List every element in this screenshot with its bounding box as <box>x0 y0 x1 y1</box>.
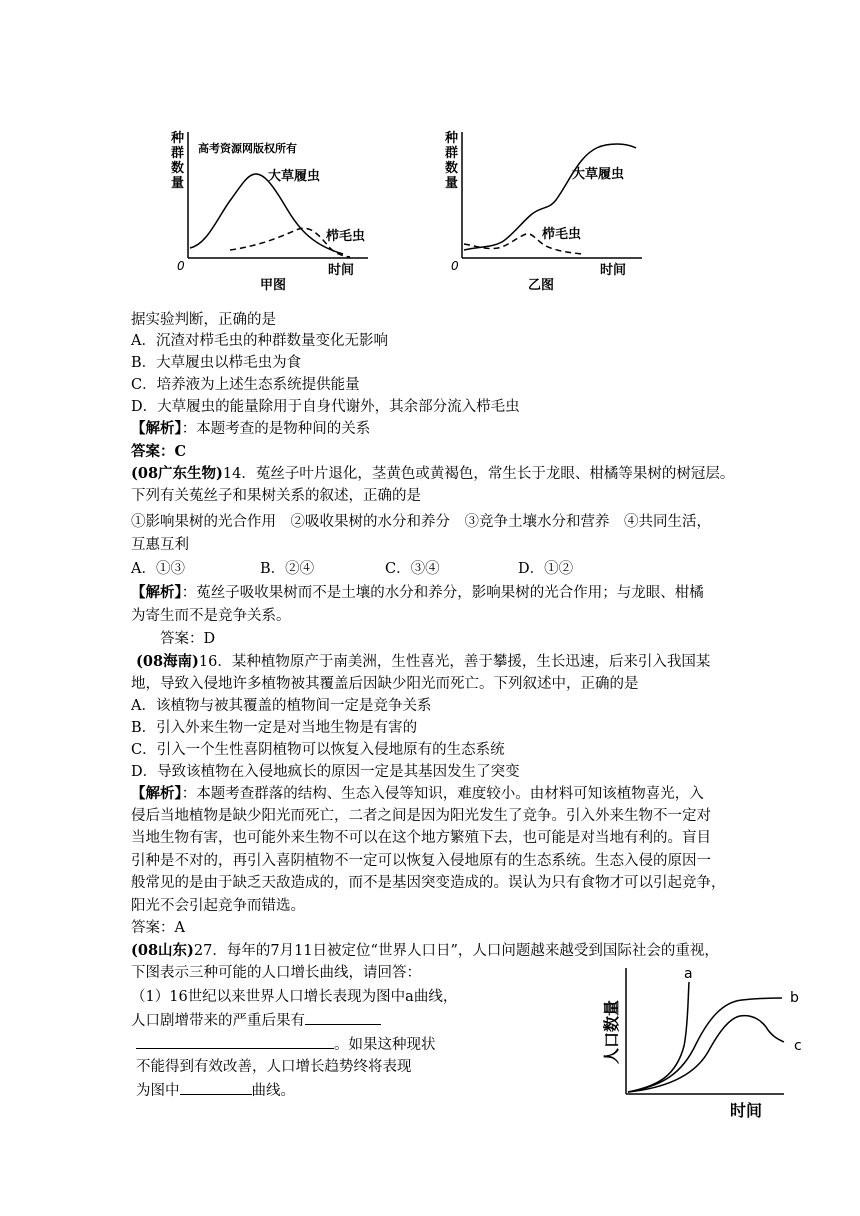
analysis-text: ：本题考查群落的结构、生态入侵等知识，难度较小。由材料可知该植物喜光，入 <box>181 786 704 802</box>
jia-label-zhimaochong: 栉毛虫 <box>326 229 366 244</box>
jia-origin: 0 <box>177 259 185 273</box>
q16-option-d: D．导致该植物在入侵地疯长的原因一定是其基因发生了突变 <box>131 764 520 780</box>
jia-watermark: 高考资源网版权所有 <box>198 142 297 155</box>
q16-option-c: C．引入一个生性喜阴植物可以恢复入侵地原有的生态系统 <box>131 742 505 758</box>
q16-stem-1 <box>136 652 710 672</box>
jia-y-label-3: 数 <box>171 161 185 176</box>
q14-items-1: ①影响果树的光合作用 ②吸收果树的水分和养分 ③竞争土壤水分和营养 ④共同生活， <box>131 514 711 530</box>
analysis-label: 【解析】 <box>131 785 182 802</box>
yi-y-label-4: 量 <box>445 176 459 191</box>
jia-x-label: 时间 <box>328 263 355 278</box>
q16-option-b: B．引入外来生物一定是对当地生物是有害的 <box>131 720 418 736</box>
q14-choice-d: D．①② <box>518 561 574 577</box>
q14-stem-2: 下列有关菟丝子和果树关系的叙述，正确的是 <box>131 488 421 504</box>
analysis-text: ：本题考查的是物种间的关系 <box>181 421 371 437</box>
answer-label: 答案： <box>131 443 175 460</box>
q13-option-d: D．大草履虫的能量除用于自身代谢外，其余部分流入栉毛虫 <box>131 399 520 415</box>
pop-label-b: b <box>790 990 799 1006</box>
jia-curve-dacaolvchong <box>190 174 343 254</box>
analysis-text: ：菟丝子吸收果树而不是土壤的水分和养分，影响果树的光合作用；与龙眼、柑橘 <box>181 585 704 601</box>
q16-analysis-3: 当地生物有害，也可能外来生物不可以在这个地方繁殖下去，也可能是对当地有利的。盲目 <box>131 830 711 846</box>
figure-jia <box>168 126 380 296</box>
yi-caption: 乙图 <box>528 278 555 293</box>
q13-option-a: A．沉渣对栉毛虫的种群数量变化无影响 <box>131 333 388 349</box>
q27-sub-2-text: 人口剧增带来的严重后果有 <box>131 1013 305 1029</box>
q13-answer <box>131 442 186 462</box>
q27-sub-3-text: 。如果这种现状 <box>334 1037 436 1053</box>
q27-sub-5-post: 曲线。 <box>251 1083 295 1099</box>
pop-curve-a <box>628 982 689 1092</box>
answer-blank-2[interactable] <box>136 1034 334 1049</box>
q27-sub-3 <box>136 1034 436 1055</box>
q14-analysis-2: 为寄生而不是竞争关系。 <box>131 608 291 624</box>
q27-source: (08山东) <box>131 942 194 959</box>
q13-option-c: C．培养液为上述生态系统提供能量 <box>131 377 360 393</box>
q16-stem-2: 地，导致入侵地许多植物被其覆盖后因缺少阳光而死亡。下列叙述中，正确的是 <box>131 676 639 692</box>
q16-stem-text: 16．某种植物原产于南美洲，生性喜光，善于攀援，生长迅速，后来引入我国某 <box>198 654 711 670</box>
q27-stem-text: 27．每年的7月11日被定位“世界人口日”，人口问题越来越受到国际社会的重视， <box>193 943 719 959</box>
q13-analysis <box>131 419 370 439</box>
q16-source: (08海南) <box>136 653 199 670</box>
yi-y-label-2: 群 <box>445 146 459 161</box>
pop-label-a: a <box>684 966 693 982</box>
yi-label-dacaolvchong: 大草履虫 <box>572 167 625 182</box>
jia-y-label-4: 量 <box>171 176 185 191</box>
answer-blank-1[interactable] <box>305 1010 381 1025</box>
q27-stem-1 <box>131 941 719 961</box>
q16-analysis-4: 引种是不对的，再引入喜阴植物不一定可以恢复入侵地原有的生态系统。生态入侵的原因一 <box>131 853 711 869</box>
q16-analysis-1 <box>131 784 704 804</box>
q14-analysis-1 <box>131 583 704 603</box>
q27-stem-2: 下图表示三种可能的人口增长曲线，请回答： <box>131 965 421 981</box>
q14-choice-c: C．③④ <box>385 561 440 577</box>
pop-label-c: c <box>794 1038 802 1054</box>
q16-answer: 答案：A <box>131 920 185 936</box>
q13-stem: 据实验判断，正确的是 <box>131 312 276 328</box>
analysis-label: 【解析】 <box>131 420 182 437</box>
q14-choice-a: A．①③ <box>131 561 185 577</box>
answer-value: C <box>174 443 187 460</box>
yi-x-label: 时间 <box>600 263 627 278</box>
q16-option-a: A．该植物与被其覆盖的植物间一定是竞争关系 <box>131 698 432 714</box>
q27-sub-2 <box>131 1010 381 1031</box>
jia-y-label-1: 种 <box>171 131 185 146</box>
jia-label-dacaolvchong: 大草履虫 <box>268 169 321 184</box>
pop-y-label: 人口数量 <box>602 999 621 1064</box>
q14-choice-b: B．②④ <box>260 561 315 577</box>
q27-sub-5 <box>136 1080 295 1101</box>
q14-source: (08广东生物) <box>131 465 223 482</box>
yi-y-label-3: 数 <box>445 161 459 176</box>
answer-blank-3[interactable] <box>180 1080 252 1095</box>
q16-analysis-5: 般常见的是由于缺乏天敌造成的，而不是基因突变造成的。误认为只有食物才可以引起竞争， <box>131 875 726 891</box>
analysis-label: 【解析】 <box>131 584 182 601</box>
q27-sub-1: （1）16世纪以来世界人口增长表现为图中a曲线， <box>131 989 458 1005</box>
q14-items-2: 互惠互利 <box>131 537 189 553</box>
q14-answer: 答案：D <box>160 631 216 647</box>
q27-sub-5-pre: 为图中 <box>136 1083 180 1099</box>
pop-x-label: 时间 <box>730 1101 763 1120</box>
q16-analysis-6: 阳光不会引起竞争而错选。 <box>131 898 305 914</box>
q16-analysis-2: 侵后当地植物是缺少阳光而死亡，二者之间是因为阳光发生了竞争。引入外来生物不一定对 <box>131 808 711 824</box>
figure-yi <box>442 126 654 296</box>
q14-stem-1 <box>131 464 734 484</box>
q14-stem-text: 14．菟丝子叶片退化，茎黄色或黄褐色，常生长于龙眼、柑橘等果树的树冠层。 <box>222 466 735 482</box>
q27-sub-4: 不能得到有效改善，人口增长趋势终将表现 <box>136 1059 412 1075</box>
yi-origin: 0 <box>451 259 459 273</box>
jia-y-label-2: 群 <box>171 146 185 161</box>
pop-curve-b <box>628 998 782 1092</box>
yi-y-label-1: 种 <box>445 131 459 146</box>
q13-option-b: B．大草履虫以栉毛虫为食 <box>131 355 302 371</box>
figure-population <box>592 962 814 1122</box>
jia-caption: 甲图 <box>260 278 287 293</box>
yi-label-zhimaochong: 栉毛虫 <box>542 227 582 242</box>
